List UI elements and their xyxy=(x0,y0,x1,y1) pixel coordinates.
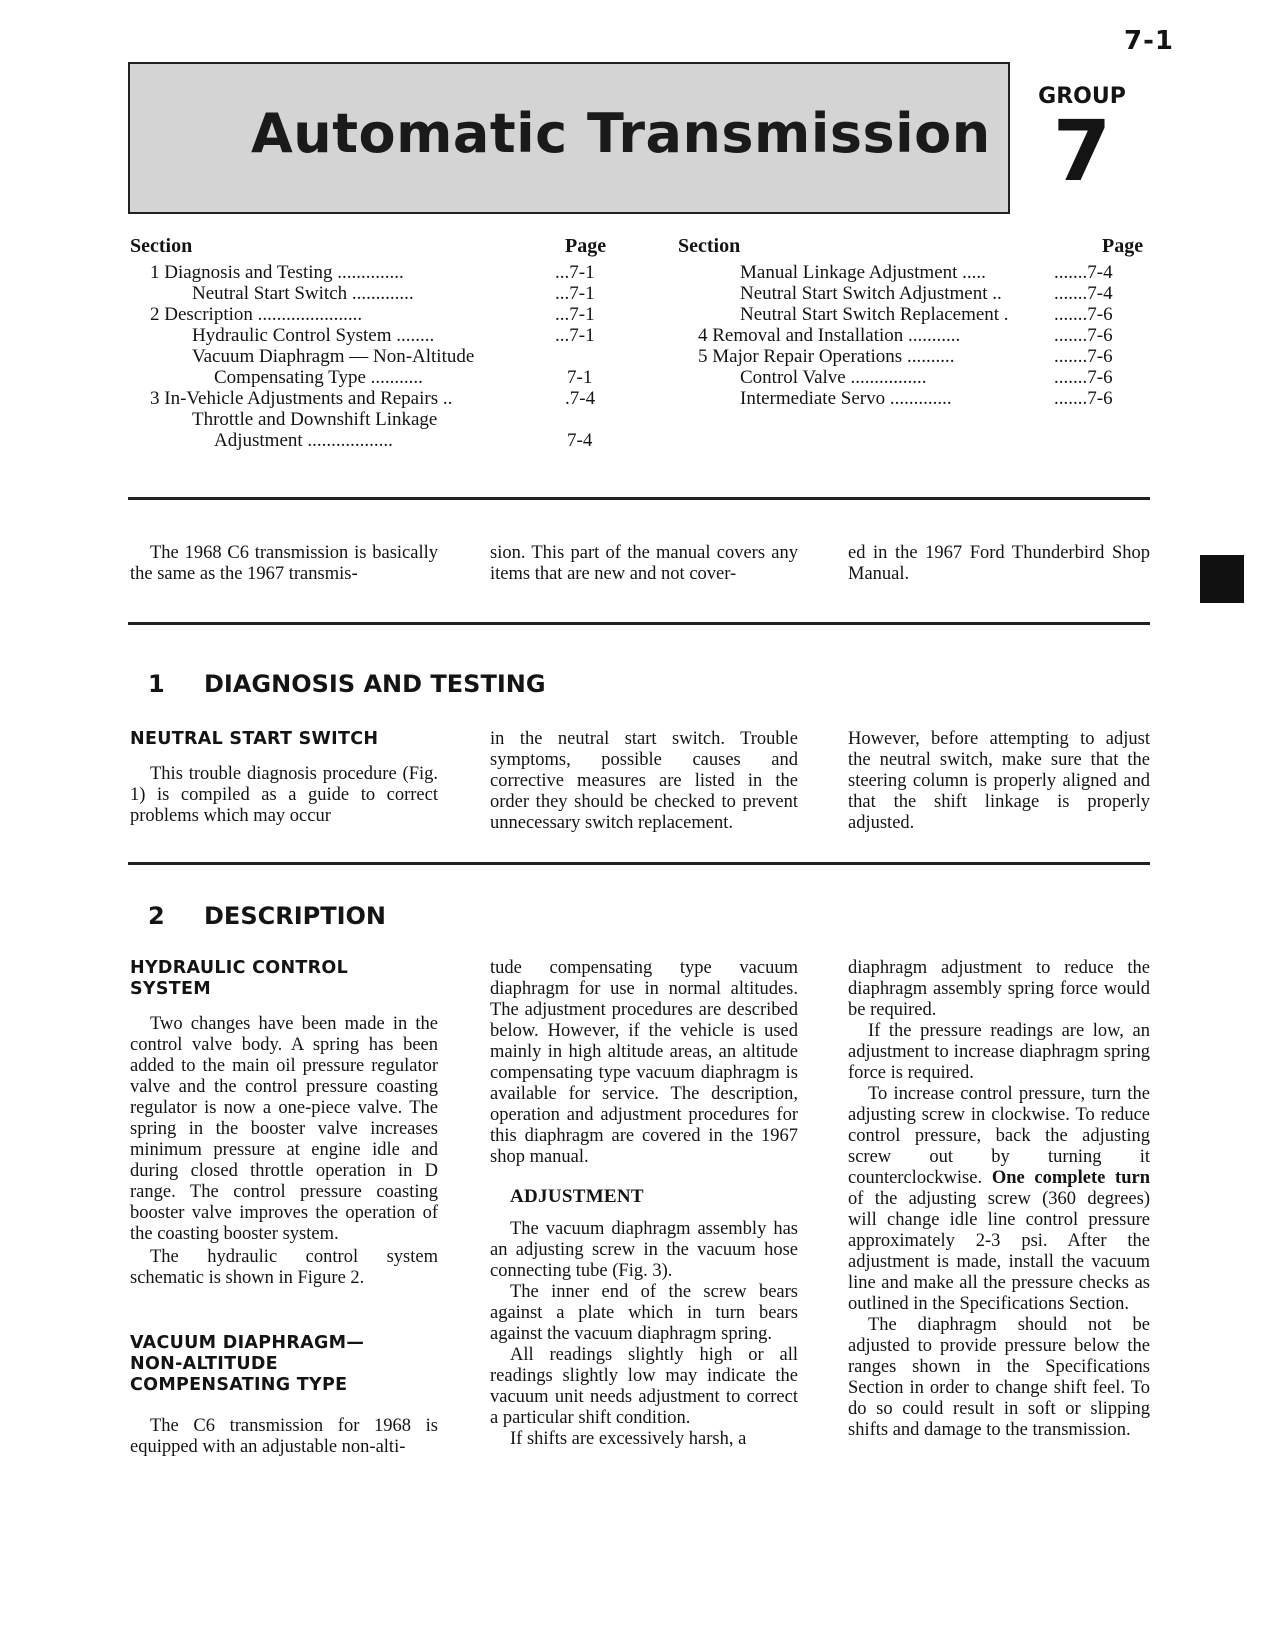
body-text: The diaphragm should not be adjusted to provide pressure below the ranges shown in the Specifications Section in order to change shift feel. To do so could result in soft or slipping shifts and damage to the transmission. xyxy=(848,1315,1150,1440)
toc-page-header: Page xyxy=(1102,235,1144,257)
toc-page-header: Page xyxy=(565,235,607,257)
toc-entry[interactable]: Control Valve ................ xyxy=(740,367,927,388)
toc-entry[interactable]: Neutral Start Switch ............. xyxy=(192,283,414,304)
body-text: The C6 transmission for 1968 is equipped with an adjustable non-alti- xyxy=(130,1416,438,1457)
body-text: diaphragm adjustment to reduce the diaphragm assembly spring force would be required. xyxy=(848,958,1150,1020)
body-text: The hydraulic control system schematic is shown in Figure 2. xyxy=(130,1247,438,1288)
intro-text: sion. This part of the manual covers any items that are new and not cover- xyxy=(490,543,798,584)
intro-text: ed in the 1967 Ford Thunderbird Shop Manual. xyxy=(848,543,1150,584)
section1-col-3 xyxy=(848,729,1150,834)
subheading: NEUTRAL START SWITCH xyxy=(130,729,379,749)
divider xyxy=(128,497,1150,500)
toc-entry-page: ...7-1 xyxy=(555,283,595,304)
toc-right-column xyxy=(678,236,1158,436)
subheading: ADJUSTMENT xyxy=(510,1186,644,1207)
toc-entry[interactable]: Hydraulic Control System ........ xyxy=(192,325,435,346)
header-banner xyxy=(128,62,1150,214)
toc-entry[interactable]: Manual Linkage Adjustment ..... xyxy=(740,262,986,283)
divider xyxy=(128,862,1150,865)
toc-entry[interactable]: Adjustment .................. xyxy=(214,430,393,451)
body-text xyxy=(848,1084,1150,1315)
toc-entry-page: .......7-4 xyxy=(1054,262,1113,283)
body-text: However, before attempting to adjust the neutral switch, make sure that the steering column is properly aligned and that the shift linkage is properly adjusted. xyxy=(848,729,1150,833)
group-label: GROUP xyxy=(1038,84,1126,109)
section-number: 1 xyxy=(148,670,165,698)
body-text: This trouble diagnosis procedure (Fig. 1) is compiled as a guide to correct problems which may occur xyxy=(130,764,438,826)
toc-section-header: Section xyxy=(678,235,741,257)
group-number: 7 xyxy=(1052,102,1112,200)
body-text: All readings slightly high or all readings slightly low may indicate the vacuum unit needs adjustment to correct a particular shift condition. xyxy=(490,1345,798,1428)
body-text: If shifts are excessively harsh, a xyxy=(510,1429,747,1449)
body-text: tude compensating type vacuum diaphragm for use in normal altitudes. The adjustment procedures are described below. However, if the vehicle is used mainly in high altitude areas, an altitude compensating type vacuum diaphragm is available for service. The description, operation and adjustment procedures for this diaphragm are covered in the 1967 shop manual. xyxy=(490,958,798,1167)
toc-entry[interactable]: Intermediate Servo ............. xyxy=(740,388,952,409)
intro-text: The 1968 C6 transmission is basically the same as the 1967 transmis- xyxy=(130,543,438,584)
section2-col-2 xyxy=(490,958,798,1450)
toc-entry[interactable]: Vacuum Diaphragm — Non-Altitude xyxy=(192,346,475,367)
toc-entry[interactable]: 5 Major Repair Operations .......... xyxy=(698,346,955,367)
intro-col-3 xyxy=(848,543,1150,585)
body-text: The inner end of the screw bears against a plate which in turn bears against the vacuum diaphragm spring. xyxy=(490,1282,798,1344)
divider xyxy=(128,622,1150,625)
section-tab-marker xyxy=(1200,555,1244,603)
toc-entry[interactable]: Neutral Start Switch Adjustment .. xyxy=(740,283,1002,304)
body-text: in the neutral start switch. Trouble symptoms, possible causes and corrective measures are listed in the order they should be checked to prevent unnecessary switch replacement. xyxy=(490,729,798,833)
section-number: 2 xyxy=(148,902,165,930)
intro-col-1 xyxy=(130,543,438,585)
toc-entry[interactable]: 4 Removal and Installation ........... xyxy=(698,325,961,346)
page-title: Automatic Transmission xyxy=(251,102,991,165)
section1-col-1 xyxy=(130,729,438,827)
body-text: of the adjusting screw (360 degrees) will change idle line control pressure approximately 2-3 psi. After the adjustment is made, install the vacuum line and make all the pressure checks as outlined in the Specifications Section. xyxy=(848,1189,1150,1314)
section2-col-3 xyxy=(848,958,1150,1441)
toc-entry[interactable]: Compensating Type ........... xyxy=(214,367,423,388)
body-text: Two changes have been made in the control valve body. A spring has been added to the main oil pressure regulator valve and the control pressure coasting regulator is now a one-piece valve. The spring in the booster valve increases minimum pressure at engine idle and during closed throttle operation in D range. The control pressure coasting booster valve improves the operation of the coasting booster system. xyxy=(130,1014,438,1244)
toc-entry-page: .......7-6 xyxy=(1054,388,1113,409)
toc-entry-page: .......7-6 xyxy=(1054,367,1113,388)
section-title: DIAGNOSIS AND TESTING xyxy=(204,670,546,698)
toc-section-header: Section xyxy=(130,235,193,257)
subheading: NON-ALTITUDE xyxy=(130,1354,278,1374)
toc-entry-page: 7-1 xyxy=(567,367,593,388)
toc-entry-page: .......7-6 xyxy=(1054,325,1113,346)
toc-entry[interactable]: 3 In-Vehicle Adjustments and Repairs .. xyxy=(150,388,453,409)
toc-entry-page: ...7-1 xyxy=(555,325,595,346)
section1-col-2 xyxy=(490,729,798,834)
page-number: 7-1 xyxy=(1124,26,1174,56)
subheading: HYDRAULIC CONTROL xyxy=(130,958,349,978)
toc-entry[interactable]: 1 Diagnosis and Testing .............. xyxy=(150,262,404,283)
toc-entry-page: 7-4 xyxy=(567,430,593,451)
subheading: VACUUM DIAPHRAGM— xyxy=(130,1333,365,1353)
toc-entry-page: .7-4 xyxy=(565,388,596,409)
body-text: To increase control pressure, turn the adjusting screw in clockwise. To reduce control pressure, back the adjusting screw out by turning it counterclockwise. xyxy=(848,1084,1150,1188)
intro-col-2 xyxy=(490,543,798,585)
toc-entry-page: .......7-4 xyxy=(1054,283,1113,304)
body-text: The vacuum diaphragm assembly has an adjusting screw in the vacuum hose connecting tube (Fig. 3). xyxy=(490,1219,798,1281)
toc-entry-page: .......7-6 xyxy=(1054,346,1113,367)
toc-left-column xyxy=(130,236,620,466)
toc-entry[interactable]: Throttle and Downshift Linkage xyxy=(192,409,438,430)
section2-col-1 xyxy=(130,958,438,1458)
group-box xyxy=(1008,62,1154,214)
emphasis-text: One complete turn xyxy=(991,1168,1150,1188)
toc-entry-page: ...7-1 xyxy=(555,304,595,325)
subheading: COMPENSATING TYPE xyxy=(130,1375,348,1395)
toc-entry[interactable]: 2 Description ...................... xyxy=(150,304,363,325)
toc-entry[interactable]: Neutral Start Switch Replacement . xyxy=(740,304,1009,325)
toc-entry-page: ...7-1 xyxy=(555,262,595,283)
body-text: If the pressure readings are low, an adjustment to increase diaphragm spring force is required. xyxy=(848,1021,1150,1083)
subheading: SYSTEM xyxy=(130,979,211,999)
toc-entry-page: .......7-6 xyxy=(1054,304,1113,325)
section-title: DESCRIPTION xyxy=(204,902,387,930)
